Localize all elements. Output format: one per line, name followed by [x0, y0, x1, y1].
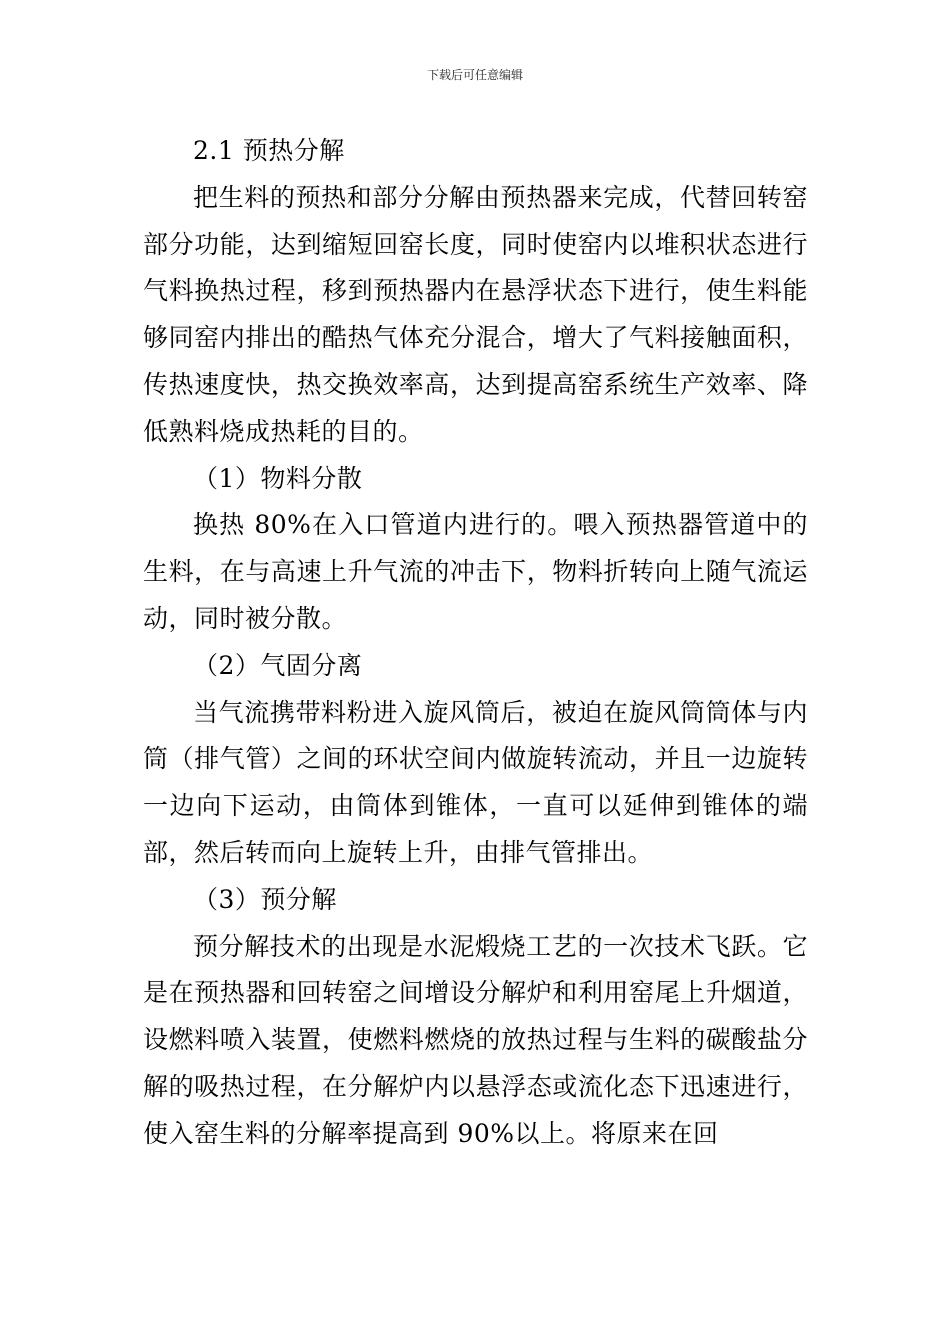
subsection-title-material-dispersion: （1）物料分散	[193, 463, 363, 493]
paragraph-intro: 把生料的预热和部分分解由预热器来完成，代替回转窑部分功能，达到缩短回窑长度，同时使窑内以堆积状态进行气料换热过程，移到预热器内在悬浮状态下进行，使生料能够同窑内排出的酷热气体充分混合，增大了气料接触面积，传热速度快，热交换效率高，达到提高窑系统生产效率、降低熟料烧成热耗的目的。	[143, 182, 808, 446]
header-note: 下载后可任意编辑	[426, 68, 523, 82]
subsection-title-precalcination: （3）预分解	[193, 884, 337, 914]
section-title: 2.1 预热分解	[193, 136, 345, 165]
paragraph-gas-solid-separation: 当气流携带料粉进入旋风筒后，被迫在旋风筒筒体与内筒（排气管）之间的环状空间内做旋转流动，并且一边旋转一边向下运动，由筒体到锥体，一直可以延伸到锥体的端部，然后转而向上旋转上升，由排气管排出。	[143, 697, 808, 867]
document-body	[143, 128, 808, 1158]
paragraph-precalcination: 预分解技术的出现是水泥煅烧工艺的一次技术飞跃。它是在预热器和回转窑之间增设分解炉和利用窑尾上升烟道，设燃料喷入装置，使燃料燃烧的放热过程与生料的碳酸盐分解的吸热过程，在分解炉内以悬浮态或流化态下迅速进行，使入窑生料的分解率提高到 90%以上。将原来在回	[143, 931, 808, 1148]
paragraph-material-dispersion: 换热 80%在入口管道内进行的。喂入预热器管道中的生料，在与高速上升气流的冲击下，物料折转向上随气流运动，同时被分散。	[143, 510, 808, 633]
subsection-title-gas-solid-separation: （2）气固分离	[193, 650, 363, 680]
